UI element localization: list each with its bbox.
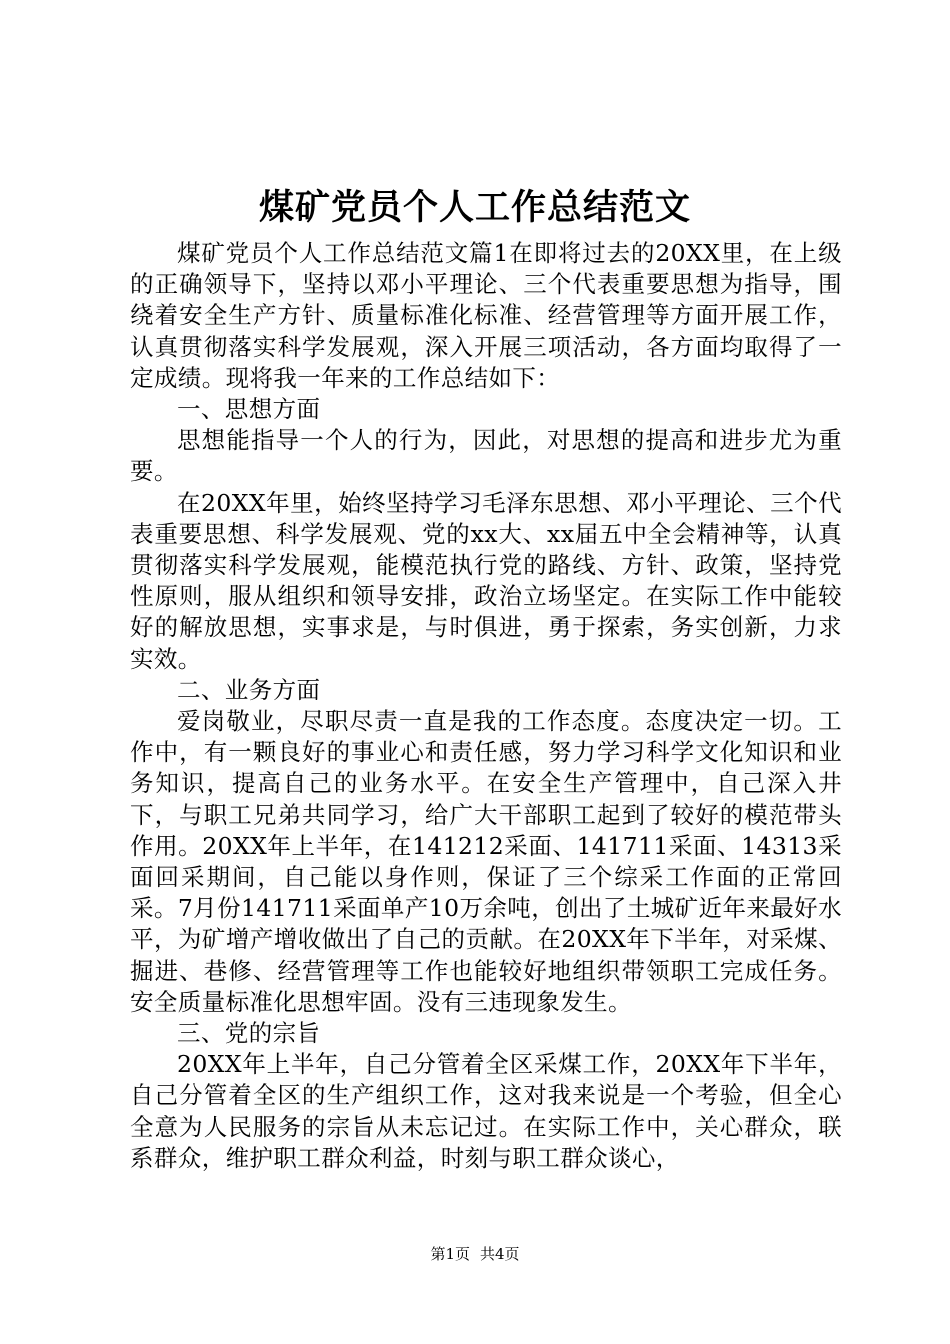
paragraph-thought-1: 思想能指导一个人的行为，因此，对思想的提高和进步尤为重要。 [130, 426, 842, 486]
section-heading-thought: 一、思想方面 [177, 395, 321, 424]
page-footer [0, 1244, 950, 1264]
section-heading-business: 二、业务方面 [177, 675, 321, 704]
section-heading-purpose: 三、党的宗旨 [177, 1019, 321, 1048]
paragraph-intro: 煤矿党员个人工作总结范文篇1在即将过去的20XX里，在上级的正确领导下，坚持以邓小平理论、三个代表重要思想为指导，围绕着安全生产方针、质量标准化标准、经营管理等方面开展工作，认真贯彻落实科学发展观，深入开展三项活动，各方面均取得了一定成绩。现将我一年来的工作总结如下： [130, 239, 842, 392]
page-number-total: 共4页 [480, 1245, 520, 1263]
paragraph-business: 爱岗敬业，尽职尽责一直是我的工作态度。态度决定一切。工作中，有一颗良好的事业心和责任感，努力学习科学文化知识和业务知识，提高自己的业务水平。在安全生产管理中，自己深入井下，与职工兄弟共同学习，给广大干部职工起到了较好的模范带头作用。20XX年上半年，在141212采面、141711采面、14313采面回采期间，自己能以身作则，保证了三个综采工作面的正常回采。7月份141711采面单产10万余吨，创出了土城矿近年来最好水平，为矿增产增收做出了自己的贡献。在20XX年下半年，对采煤、掘进、巷修、经营管理等工作也能较好地组织带领职工完成任务。安全质量标准化思想牢固。没有三违现象发生。 [130, 707, 842, 1016]
paragraph-purpose: 20XX年上半年，自己分管着全区采煤工作，20XX年下半年，自己分管着全区的生产组织工作，这对我来说是一个考验，但全心全意为人民服务的宗旨从未忘记过。在实际工作中，关心群众，联系群众，维护职工群众利益，时刻与职工群众谈心， [130, 1050, 842, 1172]
document-body [130, 238, 842, 1174]
document-title: 煤矿党员个人工作总结范文 [258, 187, 691, 228]
page-number-current: 第1页 [430, 1245, 470, 1263]
paragraph-thought-2: 在20XX年里，始终坚持学习毛泽东思想、邓小平理论、三个代表重要思想、科学发展观、党的xx大、xx届五中全会精神等，认真贯彻落实科学发展观，能模范执行党的路线、方针、政策，坚持党性原则，服从组织和领导安排，政治立场坚定。在实际工作中能较好的解放思想，实事求是，与时俱进，勇于探索，务实创新，力求实效。 [130, 488, 842, 673]
